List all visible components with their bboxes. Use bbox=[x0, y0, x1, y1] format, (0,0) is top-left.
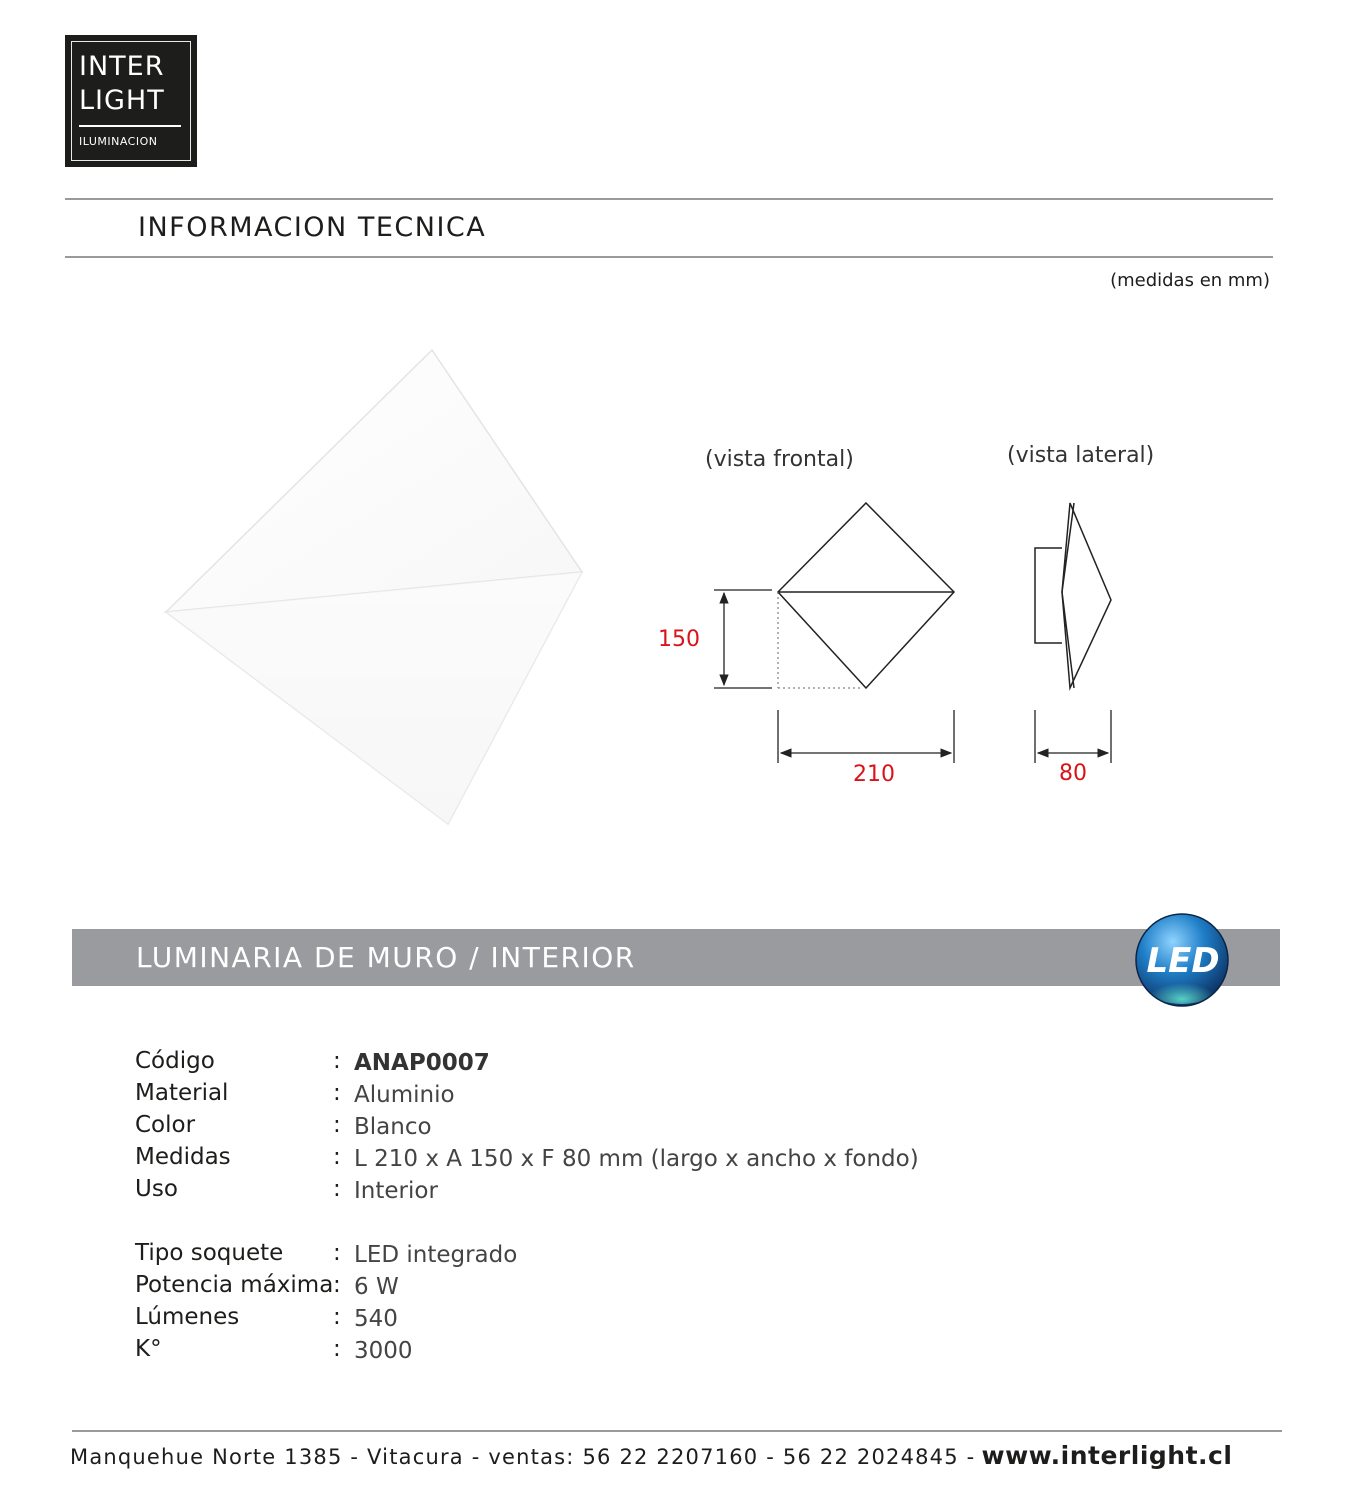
logo-line-1: INTER bbox=[79, 51, 165, 82]
product-photo bbox=[150, 340, 600, 835]
footer-website-link[interactable]: www.interlight.cl bbox=[981, 1441, 1233, 1470]
spec-value: ANAP0007 bbox=[354, 1050, 490, 1076]
logo-line-2: LIGHT bbox=[79, 85, 165, 116]
spec-value: Interior bbox=[354, 1178, 438, 1204]
led-badge-text: LED bbox=[1146, 941, 1220, 981]
spec-value: L 210 x A 150 x F 80 mm (largo x ancho x fondo) bbox=[354, 1146, 919, 1172]
footer bbox=[70, 1441, 1284, 1475]
logo-line-3: ILUMINACION bbox=[79, 135, 158, 148]
spec-value: 540 bbox=[354, 1306, 398, 1332]
dimension-depth: 80 bbox=[1059, 761, 1087, 786]
spec-label: Lúmenes bbox=[135, 1304, 240, 1330]
spec-value: Blanco bbox=[354, 1114, 432, 1140]
spec-label: Potencia máxima bbox=[135, 1272, 334, 1298]
dimension-width: 210 bbox=[853, 762, 895, 787]
technical-drawing bbox=[700, 495, 1140, 775]
dimension-height: 150 bbox=[658, 627, 700, 652]
spec-label: Color bbox=[135, 1112, 196, 1138]
product-title: LUMINARIA DE MURO / INTERIOR bbox=[136, 941, 636, 974]
section-title: INFORMACION TECNICA bbox=[138, 212, 487, 243]
spec-value: LED integrado bbox=[354, 1242, 518, 1268]
side-view-profile bbox=[1035, 503, 1111, 688]
spec-value: Aluminio bbox=[354, 1082, 455, 1108]
footer-rule bbox=[72, 1430, 1282, 1432]
led-badge-icon bbox=[1134, 912, 1230, 1008]
spec-label: Tipo soquete bbox=[135, 1240, 284, 1266]
spec-label: K° bbox=[135, 1336, 162, 1362]
spec-value: 3000 bbox=[354, 1338, 413, 1364]
spec-label: Material bbox=[135, 1080, 229, 1106]
spec-label: Uso bbox=[135, 1176, 178, 1202]
footer-address: Manquehue Norte 1385 - Vitacura - ventas: 56 22 2207160 - 56 22 2024845 - bbox=[70, 1445, 976, 1469]
front-view-diamond bbox=[778, 503, 954, 688]
header-rule-top bbox=[65, 198, 1273, 200]
spec-label: Código bbox=[135, 1048, 215, 1074]
product-title-band bbox=[72, 929, 1280, 986]
spec-value: 6 W bbox=[354, 1274, 399, 1300]
side-view-label: (vista lateral) bbox=[1007, 443, 1155, 468]
brand-logo bbox=[65, 35, 197, 167]
units-note: (medidas en mm) bbox=[1110, 270, 1270, 291]
front-view-label: (vista frontal) bbox=[705, 447, 854, 472]
spec-label: Medidas bbox=[135, 1144, 231, 1170]
header-rule-bottom bbox=[65, 256, 1273, 258]
